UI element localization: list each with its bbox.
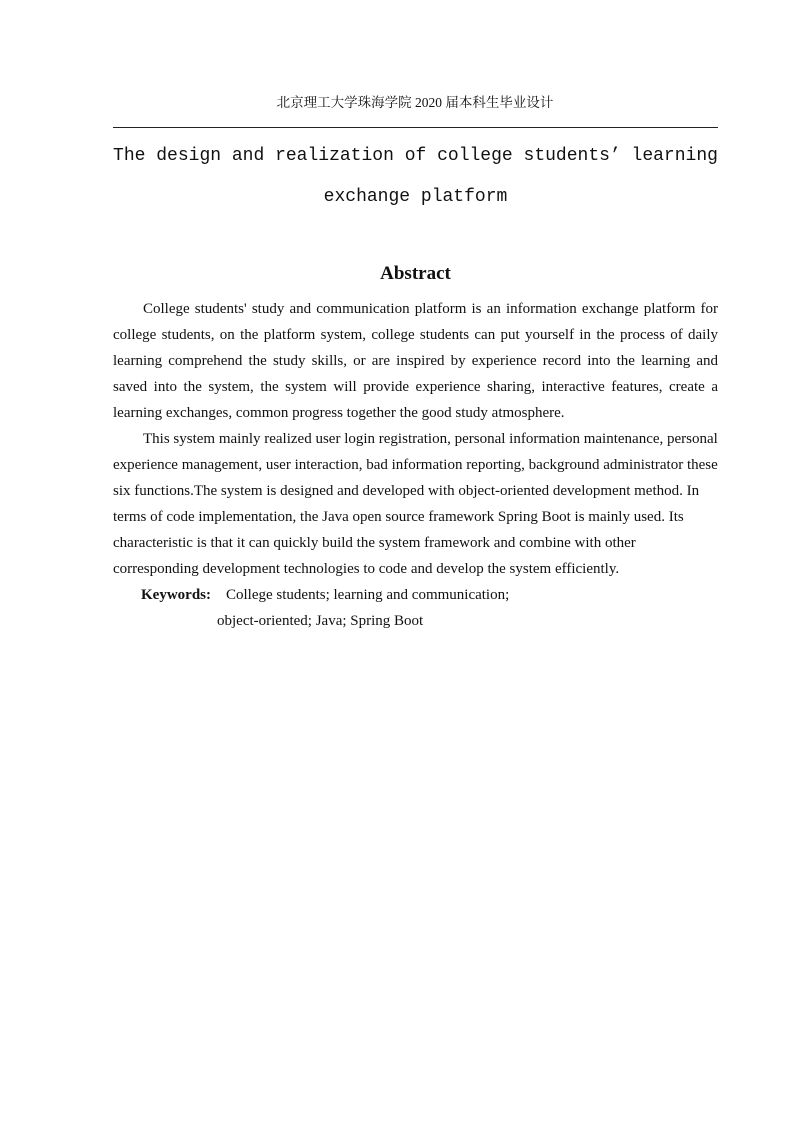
abstract-paragraph-2: This system mainly realized user login registration, personal information maintenance, personal experience management, user interaction, bad information reporting, background administrator these six functions.The system is designed and developed with object-oriented development method. In terms of code implementation, the Java open source framework Spring Boot is mainly used. Its characteristic is that it can quickly build the system framework and combine with other corresponding development technologies to code and develop the system efficiently. <box>113 431 718 577</box>
keywords-values-2: object-oriented; Java; Spring Boot <box>217 613 424 629</box>
abstract-paragraph-1: College students' study and communication platform is an information exchange platform for college students, on the platform system, college students can put yourself in the process of daily learning comprehend the study skills, or are inspired by experience record into the learning and saved into the system, the system will provide experience sharing, interactive features, create a learning exchanges, common progress together the good study atmosphere. <box>113 301 718 421</box>
keywords-line-1 <box>113 582 718 608</box>
keywords-values-1: College students; learning and communication; <box>226 587 510 603</box>
header-divider <box>113 127 718 128</box>
thesis-title: The design and realization of college students’ learning exchange platform <box>113 146 718 207</box>
keywords-line-2 <box>113 608 718 634</box>
keywords-label: Keywords: <box>141 587 211 603</box>
abstract-body <box>113 296 718 634</box>
abstract-heading: Abstract <box>380 263 451 284</box>
page-header: 北京理工大学珠海学院 2020 届本科生毕业设计 <box>276 95 554 110</box>
